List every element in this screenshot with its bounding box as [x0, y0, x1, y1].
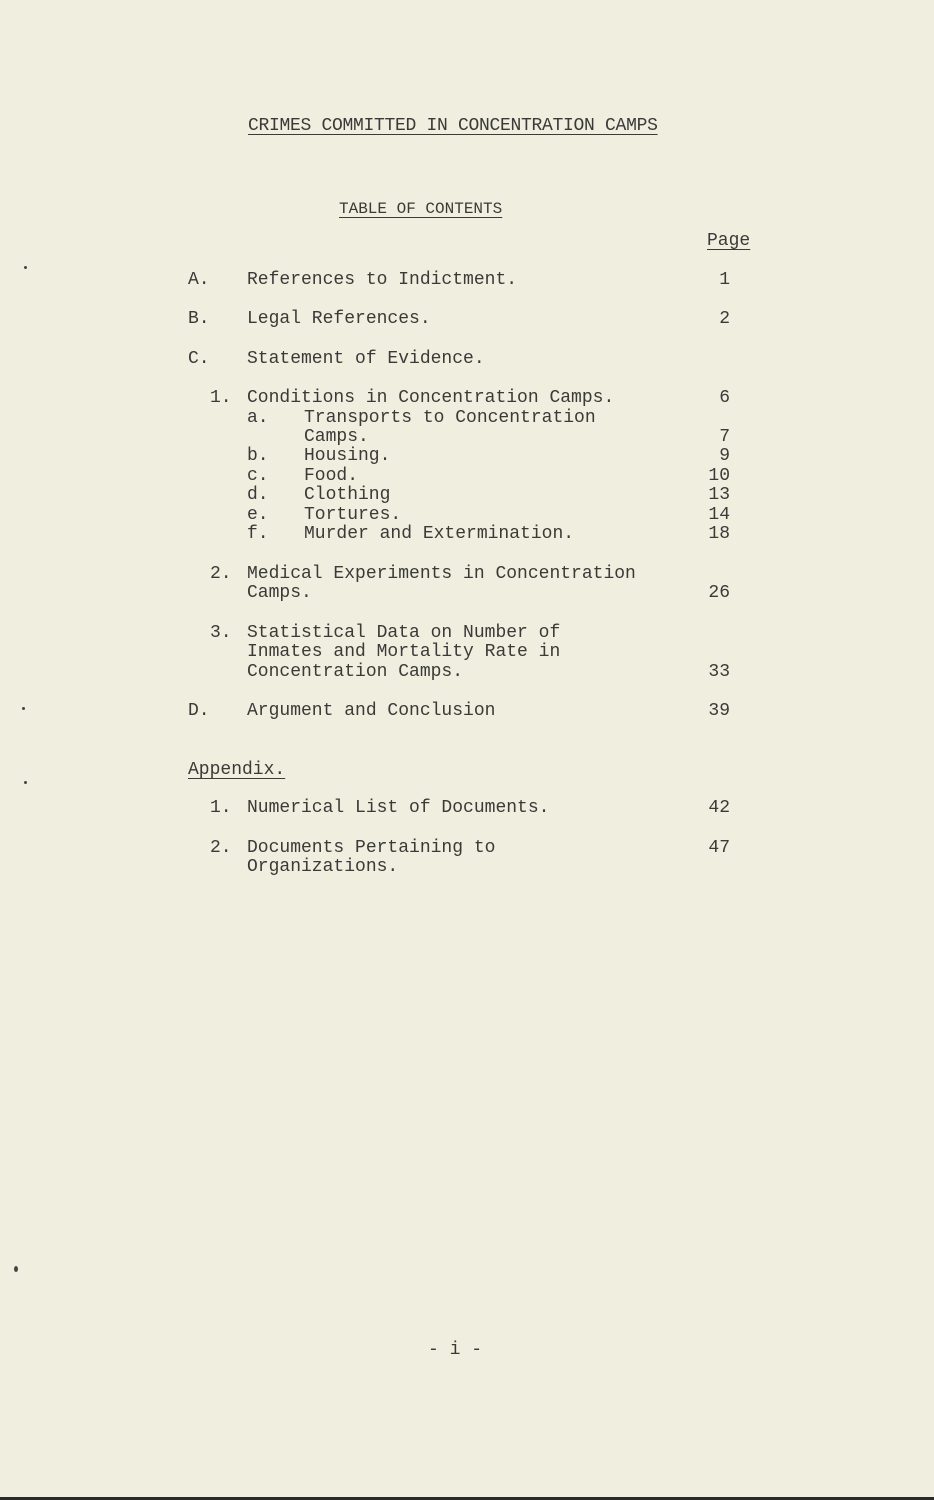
entry-text: Statement of Evidence. [247, 349, 485, 369]
entry-text: Numerical List of Documents. [247, 798, 550, 818]
entry-text-cont: Concentration Camps. [247, 662, 464, 682]
entry-marker: A. [188, 270, 210, 290]
entry-marker: D. [188, 701, 210, 721]
entry-text: Food. [304, 466, 359, 486]
scan-speck [22, 707, 25, 710]
entry-page: 33 [708, 662, 730, 682]
entry-text: Clothing [304, 485, 391, 505]
entry-text-cont: Camps. [247, 583, 312, 603]
entry-page: 18 [708, 524, 730, 544]
entry-marker: 3. [210, 623, 232, 643]
entry-text-cont: Organizations. [247, 857, 399, 877]
entry-marker: B. [188, 309, 210, 329]
entry-marker: 1. [210, 798, 232, 818]
entry-marker: c. [247, 466, 269, 486]
toc-heading: TABLE OF CONTENTS [339, 200, 503, 218]
entry-text: Legal References. [247, 309, 431, 329]
entry-marker: f. [247, 524, 269, 544]
entry-marker: 2. [210, 564, 232, 584]
scan-speck [14, 1266, 18, 1272]
entry-page: 14 [708, 505, 730, 525]
entry-text: Tortures. [304, 505, 402, 525]
entry-page: 39 [708, 701, 730, 721]
entry-text-cont: Camps. [304, 427, 369, 447]
document-title: CRIMES COMMITTED IN CONCENTRATION CAMPS [248, 116, 658, 136]
scan-speck [24, 266, 27, 269]
entry-marker: e. [247, 505, 269, 525]
entry-page: 2 [719, 309, 730, 329]
entry-text: Housing. [304, 446, 391, 466]
appendix-heading: Appendix. [188, 760, 286, 780]
entry-page: 13 [708, 485, 730, 505]
entry-page: 42 [708, 798, 730, 818]
entry-page: 47 [708, 838, 730, 858]
entry-page: 26 [708, 583, 730, 603]
entry-page: 10 [708, 466, 730, 486]
page-number-footer: - i - [428, 1340, 483, 1360]
entry-marker: d. [247, 485, 269, 505]
entry-page: 6 [719, 388, 730, 408]
entry-marker: b. [247, 446, 269, 466]
entry-marker: 1. [210, 388, 232, 408]
entry-marker: 2. [210, 838, 232, 858]
page-column-header: Page [707, 231, 751, 251]
entry-page: 7 [719, 427, 730, 447]
entry-text-cont: Inmates and Mortality Rate in [247, 642, 561, 662]
entry-text: References to Indictment. [247, 270, 518, 290]
entry-text: Conditions in Concentration Camps. [247, 388, 615, 408]
entry-text: Murder and Extermination. [304, 524, 575, 544]
entry-marker: C. [188, 349, 210, 369]
entry-page: 9 [719, 446, 730, 466]
entry-text: Medical Experiments in Concentration [247, 564, 636, 584]
entry-page: 1 [719, 270, 730, 290]
entry-marker: a. [247, 408, 269, 428]
entry-text: Documents Pertaining to [247, 838, 496, 858]
entry-text: Statistical Data on Number of [247, 623, 561, 643]
entry-text: Transports to Concentration [304, 408, 596, 428]
entry-text: Argument and Conclusion [247, 701, 496, 721]
scan-speck [24, 781, 27, 784]
